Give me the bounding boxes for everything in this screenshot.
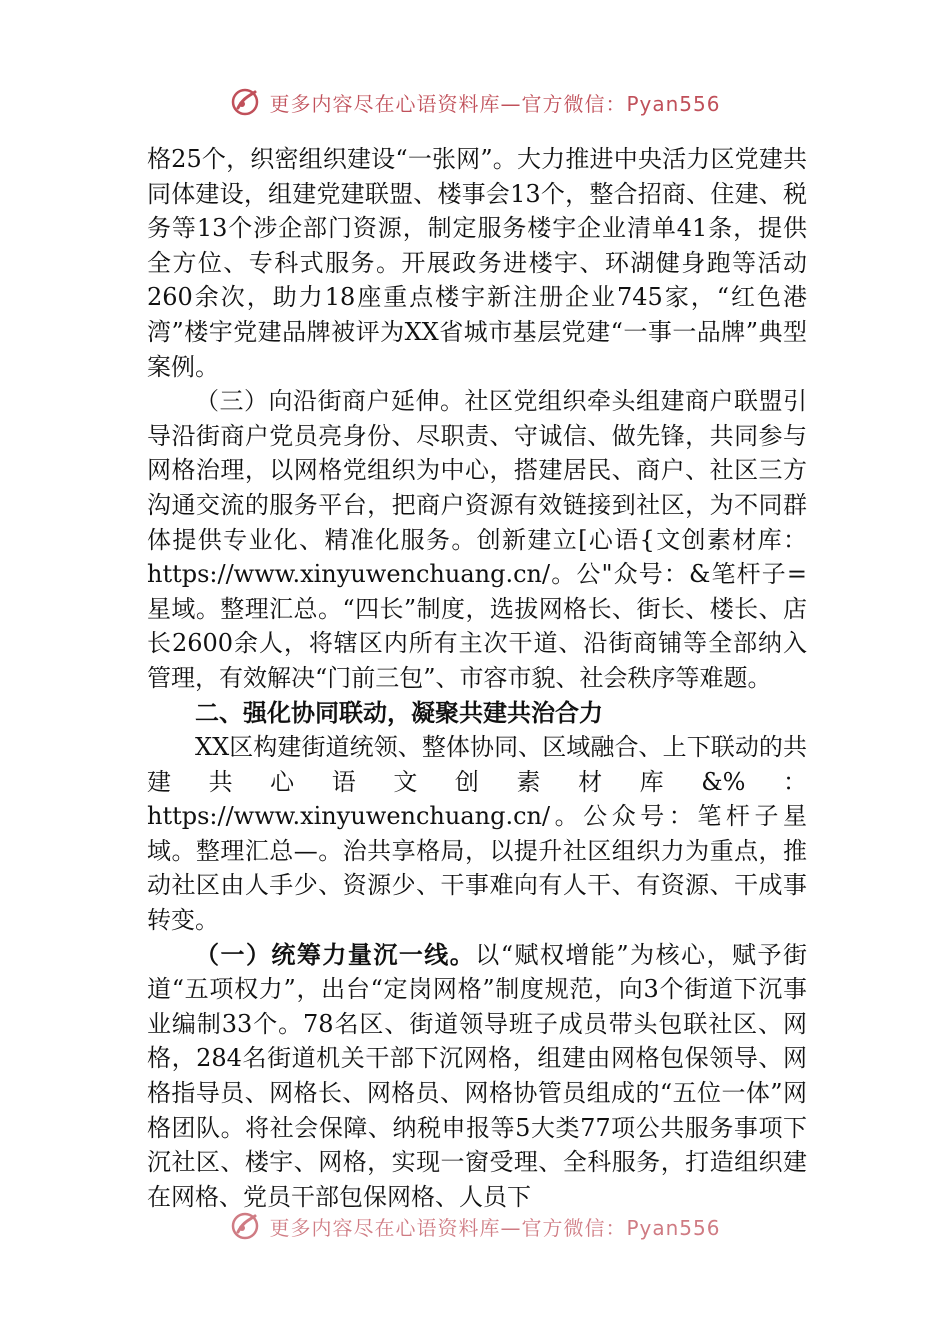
paragraph-3: XX区构建街道统领、整体协同、区域融合、上下联动的共建共心语文创素材库&%：https://www.xinyuwenchuang.cn/。公众号：笔杆子星域。整理汇总—。治共享格局，以提升社区组织力为重点，推动社区由人手少、资源少、干事难向有人干、有资源、干成事转变。 — [147, 733, 807, 935]
paragraph-4-body: 以“赋权增能”为核心，赋予街道“五项权力”，出台“定岗网格”制度规范，向3个街道下沉事业编制33个。78名区、街道领导班子成员带头包联社区、网格，284名街道机关干部下沉网格，组建由网格包保领导、网格指导员、网格长、网格员、网格协管员组成的“五位一体”网格团队。将社会保障、纳税申报等5大类77项公共服务事项下沉社区、楼宇、网格，实现一窗受理、全科服务，打造组织建在网格、党员干部包保网格、人员下 — [147, 940, 807, 1211]
paragraph-4-lead: （一）统筹力量沉一线。 — [195, 939, 476, 969]
header-watermark-text: 更多内容尽在心语资料库—官方微信：Pyan556 — [269, 91, 721, 116]
document-body — [147, 142, 807, 1214]
footer-watermark — [0, 1206, 950, 1246]
paragraph-2: （三）向沿街商户延伸。社区党组织牵头组建商户联盟引导沿街商户党员亮身份、尽职责、守诚信、做先锋，共同参与网格治理，以网格党组织为中心，搭建居民、商户、社区三方沟通交流的服务平台，把商户资源有效链接到社区，为不同群体提供专业化、精准化服务。创新建立[心语{文创素材库：https://www.xinyuwenchuang.cn/。公"众号：&笔杆子=星域。整理汇总。“四长”制度，选拔网格长、街长、楼长、店长2600余人，将辖区内所有主次干道、沿街商铺等全部纳入管理，有效解决“门前三包”、市容市貌、社会秩序等难题。 — [147, 387, 807, 692]
paragraph-4 — [147, 938, 807, 1215]
header-watermark — [0, 82, 950, 122]
section-heading-2: 二、强化协同联动，凝聚共建共治合力 — [195, 698, 603, 727]
paragraph-1: 格25个，织密组织建设“一张网”。大力推进中央活力区党建共同体建设，组建党建联盟、楼事会13个，整合招商、住建、税务等13个涉企部门资源，制定服务楼宇企业清单41条，提供全方位、专科式服务。开展政务进楼宇、环湖健身跑等活动260余次，助力18座重点楼宇新注册企业745家，“红色港湾”楼宇党建品牌被评为XX省城市基层党建“一事一品牌”典型案例。 — [147, 145, 807, 381]
brush-logo-icon — [229, 1210, 261, 1242]
brush-logo-icon — [229, 86, 261, 118]
footer-watermark-text: 更多内容尽在心语资料库—官方微信：Pyan556 — [269, 1215, 721, 1240]
